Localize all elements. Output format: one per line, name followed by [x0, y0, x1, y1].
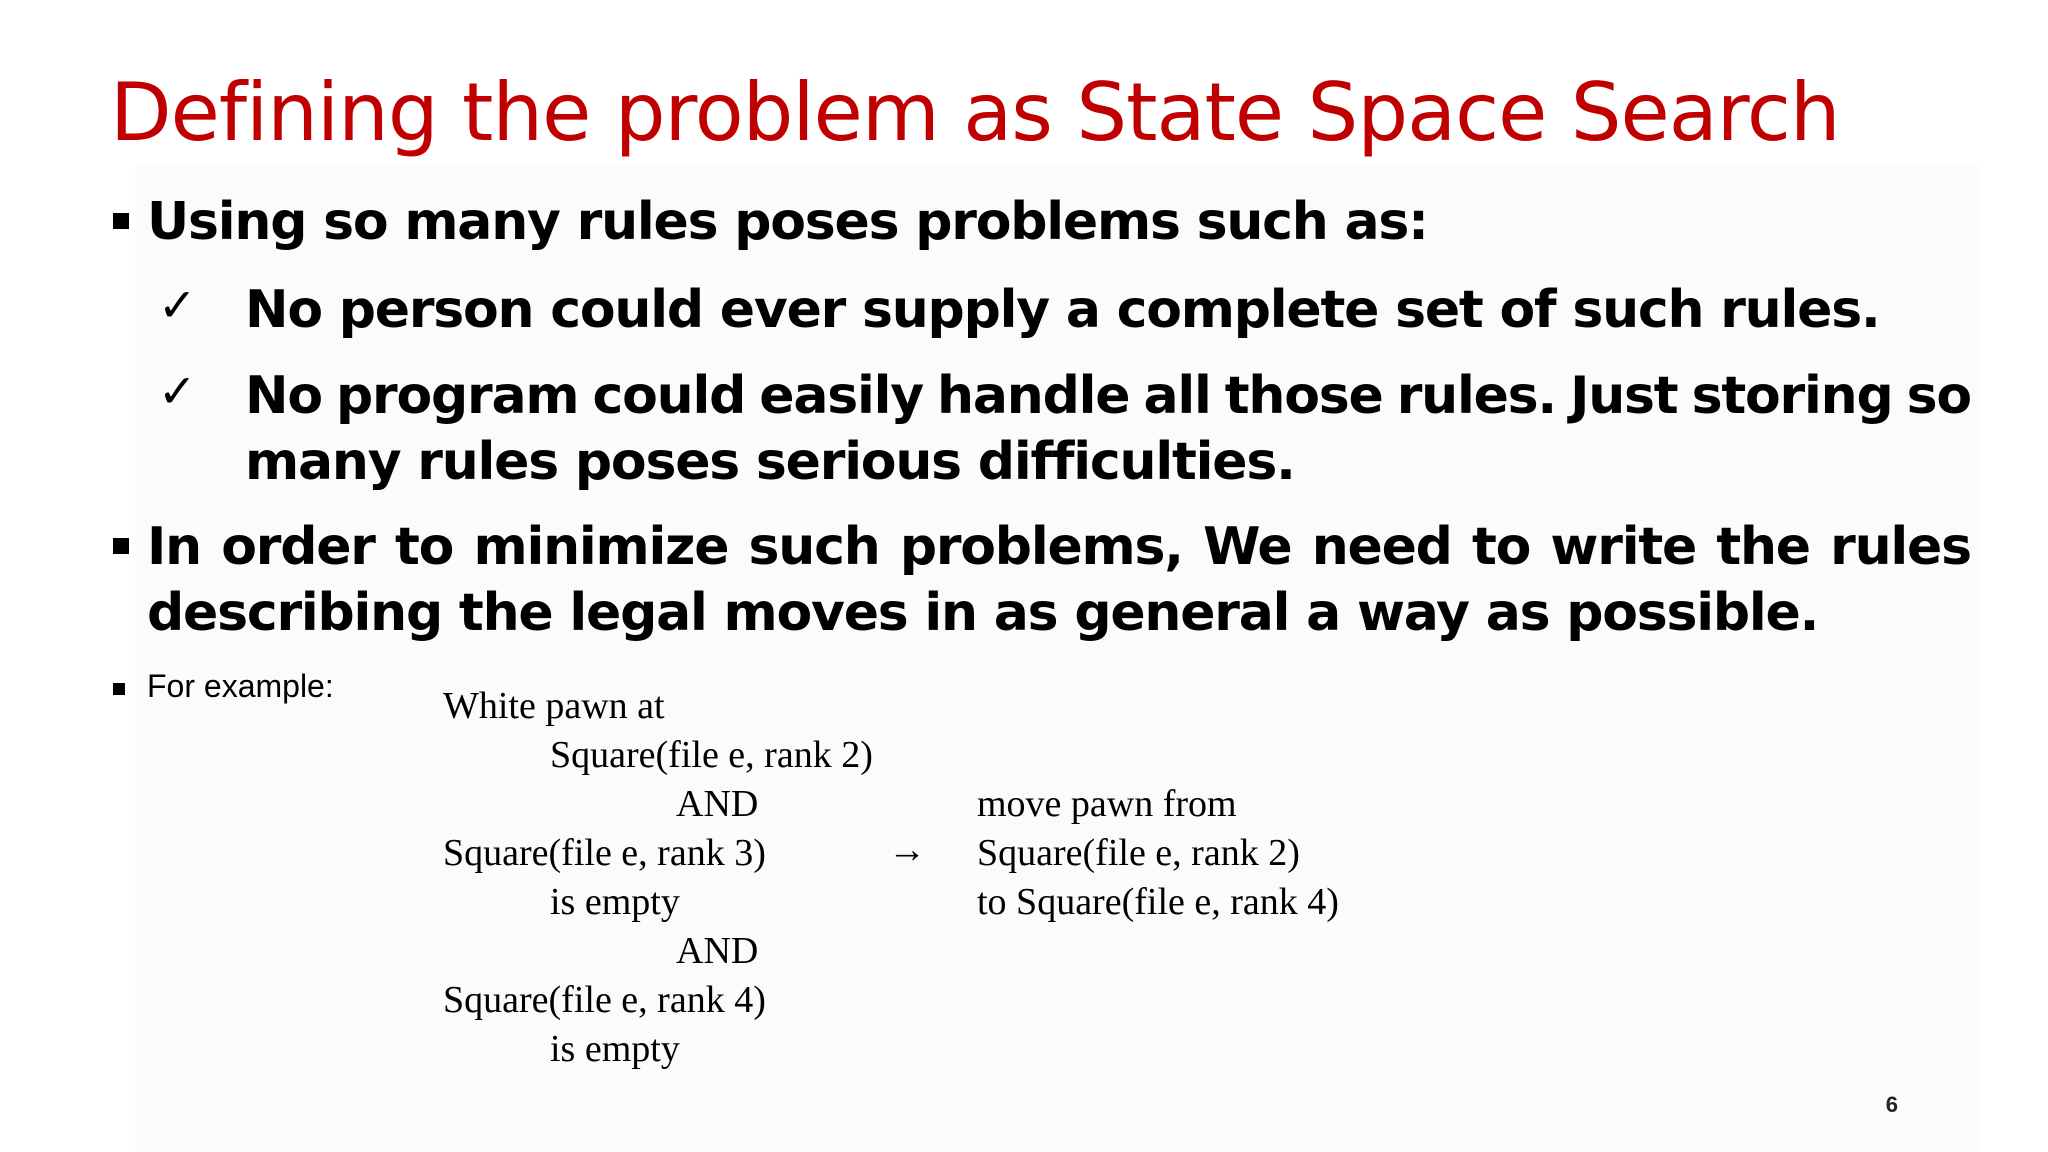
word: program: [336, 366, 579, 426]
word: write: [1550, 517, 1697, 577]
word: order: [221, 517, 375, 577]
page-number: 6: [1885, 1092, 1898, 1117]
word: No: [245, 366, 322, 426]
rule-white-pawn-at: White pawn at: [443, 685, 665, 727]
rule-to-square: to Square(file e, rank 4): [977, 881, 1339, 923]
bullet-text-1: Using so many rules poses problems such as:: [147, 192, 1428, 252]
bullet-text-2-line-1: [147, 515, 1971, 579]
word: the: [1716, 517, 1810, 577]
slide-title: Defining the problem as State Space Search: [110, 66, 1840, 159]
rule-and-2: AND: [676, 930, 759, 972]
word: easily: [759, 366, 923, 426]
word: Just: [1570, 366, 1678, 426]
word: rules.: [1396, 366, 1556, 426]
word: all: [1143, 366, 1211, 426]
word: need: [1311, 517, 1452, 577]
rule-is-empty-1: is empty: [550, 881, 680, 923]
bullet-text-2-line-2: describing the legal moves in as general a way as possible.: [147, 583, 1819, 643]
word: those: [1224, 366, 1383, 426]
word: could: [592, 366, 746, 426]
word: to: [1471, 517, 1531, 577]
word: rules: [1830, 517, 1971, 577]
word: such: [748, 517, 880, 577]
square-bullet-icon: [113, 213, 129, 229]
square-bullet-icon: [113, 683, 125, 695]
rule-square-e3: Square(file e, rank 3): [443, 832, 766, 874]
check-icon: ✓: [158, 364, 197, 418]
right-arrow-icon: →: [888, 829, 926, 871]
word: In: [147, 517, 201, 577]
rule-from-square: Square(file e, rank 2): [977, 832, 1300, 874]
bullet-text-3: For example:: [147, 668, 334, 704]
check-text-2-line-2: many rules poses serious difficulties.: [245, 432, 1295, 492]
word: problems,: [899, 517, 1183, 577]
word: We: [1203, 517, 1292, 577]
rule-move-pawn-from: move pawn from: [977, 783, 1237, 825]
word: so: [1906, 366, 1971, 426]
rule-square-e4: Square(file e, rank 4): [443, 979, 766, 1021]
word: minimize: [473, 517, 729, 577]
word: handle: [937, 366, 1130, 426]
word: to: [395, 517, 454, 577]
check-icon: ✓: [158, 278, 197, 332]
rule-is-empty-2: is empty: [550, 1028, 680, 1070]
rule-and-1: AND: [676, 783, 759, 825]
square-bullet-icon: [113, 538, 129, 554]
rule-square-e2: Square(file e, rank 2): [550, 734, 873, 776]
check-text-1: No person could ever supply a complete set of such rules.: [245, 280, 1880, 340]
word: storing: [1691, 366, 1893, 426]
check-text-2-line-1: [245, 364, 1971, 428]
